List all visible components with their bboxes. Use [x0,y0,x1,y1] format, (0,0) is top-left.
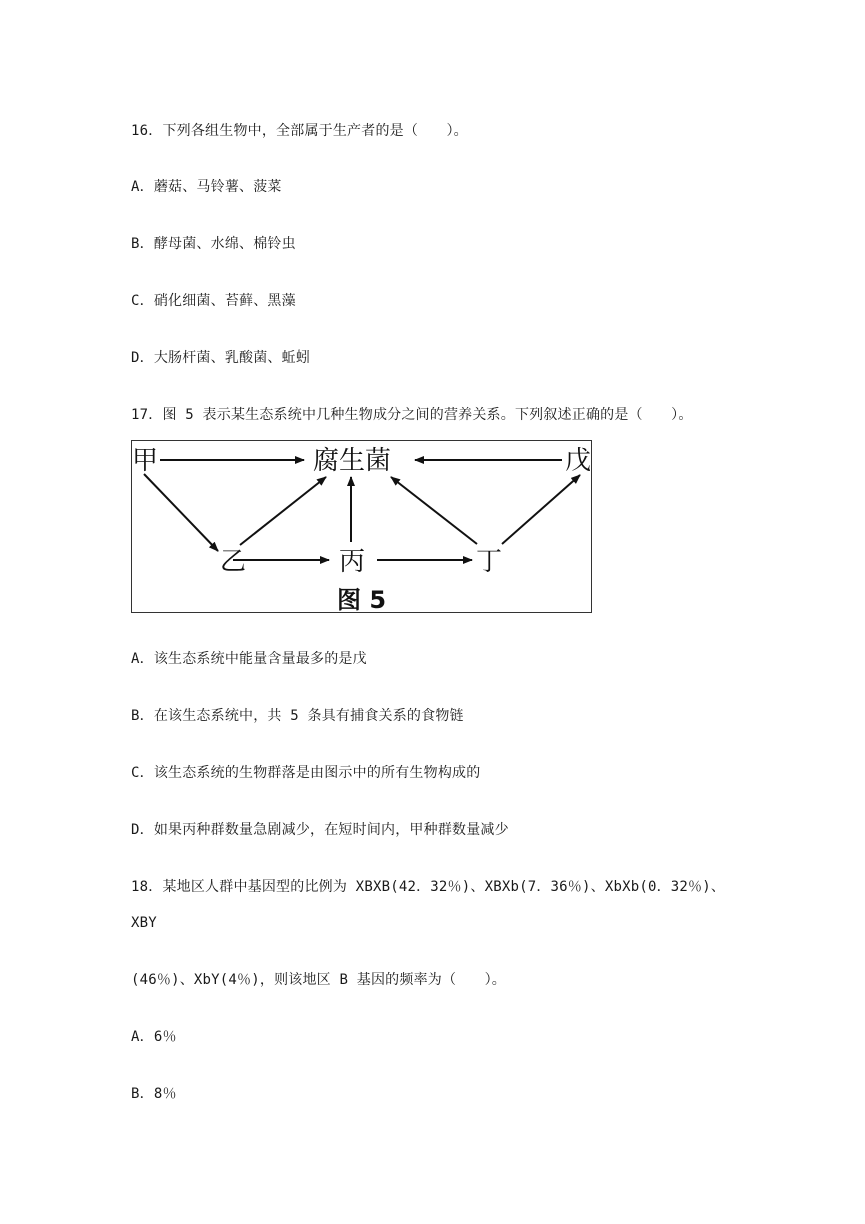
q16-option-b: B．酵母菌、水绵、棉铃虫 [131,236,296,252]
q18-stem-line-1: 18．某地区人群中基因型的比例为 XBXB(42．32％)、XBXb(7．36％)、XbXb(0．32％)、 [131,879,726,895]
node-jia: 甲 [132,446,159,476]
node-wu: 戊 [565,446,592,476]
arrow-jia-to-yi [144,474,218,551]
q17-stem: 17．图 5 表示某生态系统中几种生物成分之间的营养关系。下列叙述正确的是（ ）。 [131,407,693,423]
arrow-ding-to-wu [502,475,580,544]
node-bing: 丙 [339,547,366,577]
figure-caption: 图 5 [337,586,387,614]
node-ding: 丁 [476,547,503,577]
arrow-ding-to-fushengjun [391,477,477,544]
q18-option-a: A．6％ [131,1029,177,1045]
node-yi: 乙 [220,547,247,577]
q18-stem-line-3: (46％)、XbY(4％)，则该地区 B 基因的频率为（ ）。 [131,972,506,988]
q17-option-b: B．在该生态系统中，共 5 条具有捕食关系的食物链 [131,708,464,724]
food-web-figure [131,440,592,613]
q16-option-c: C．硝化细菌、苔藓、黑藻 [131,293,296,309]
q17-option-c: C．该生态系统的生物群落是由图示中的所有生物构成的 [131,765,481,781]
q17-option-d: D．如果丙种群数量急剧减少，在短时间内，甲种群数量减少 [131,822,509,838]
food-web-diagram [132,441,593,614]
q18-option-b: B．8％ [131,1086,177,1102]
q16-option-d: D．大肠杆菌、乳酸菌、蚯蚓 [131,350,311,366]
q16-stem: 16．下列各组生物中，全部属于生产者的是（ ）。 [131,123,468,139]
arrow-yi-to-fushengjun [240,477,326,545]
q17-option-a: A．该生态系统中能量含量最多的是戊 [131,651,367,667]
q16-option-a: A．蘑菇、马铃薯、菠菜 [131,179,282,195]
q18-stem-line-2: XBY [131,915,157,931]
node-fushengjun: 腐生菌 [313,446,392,476]
